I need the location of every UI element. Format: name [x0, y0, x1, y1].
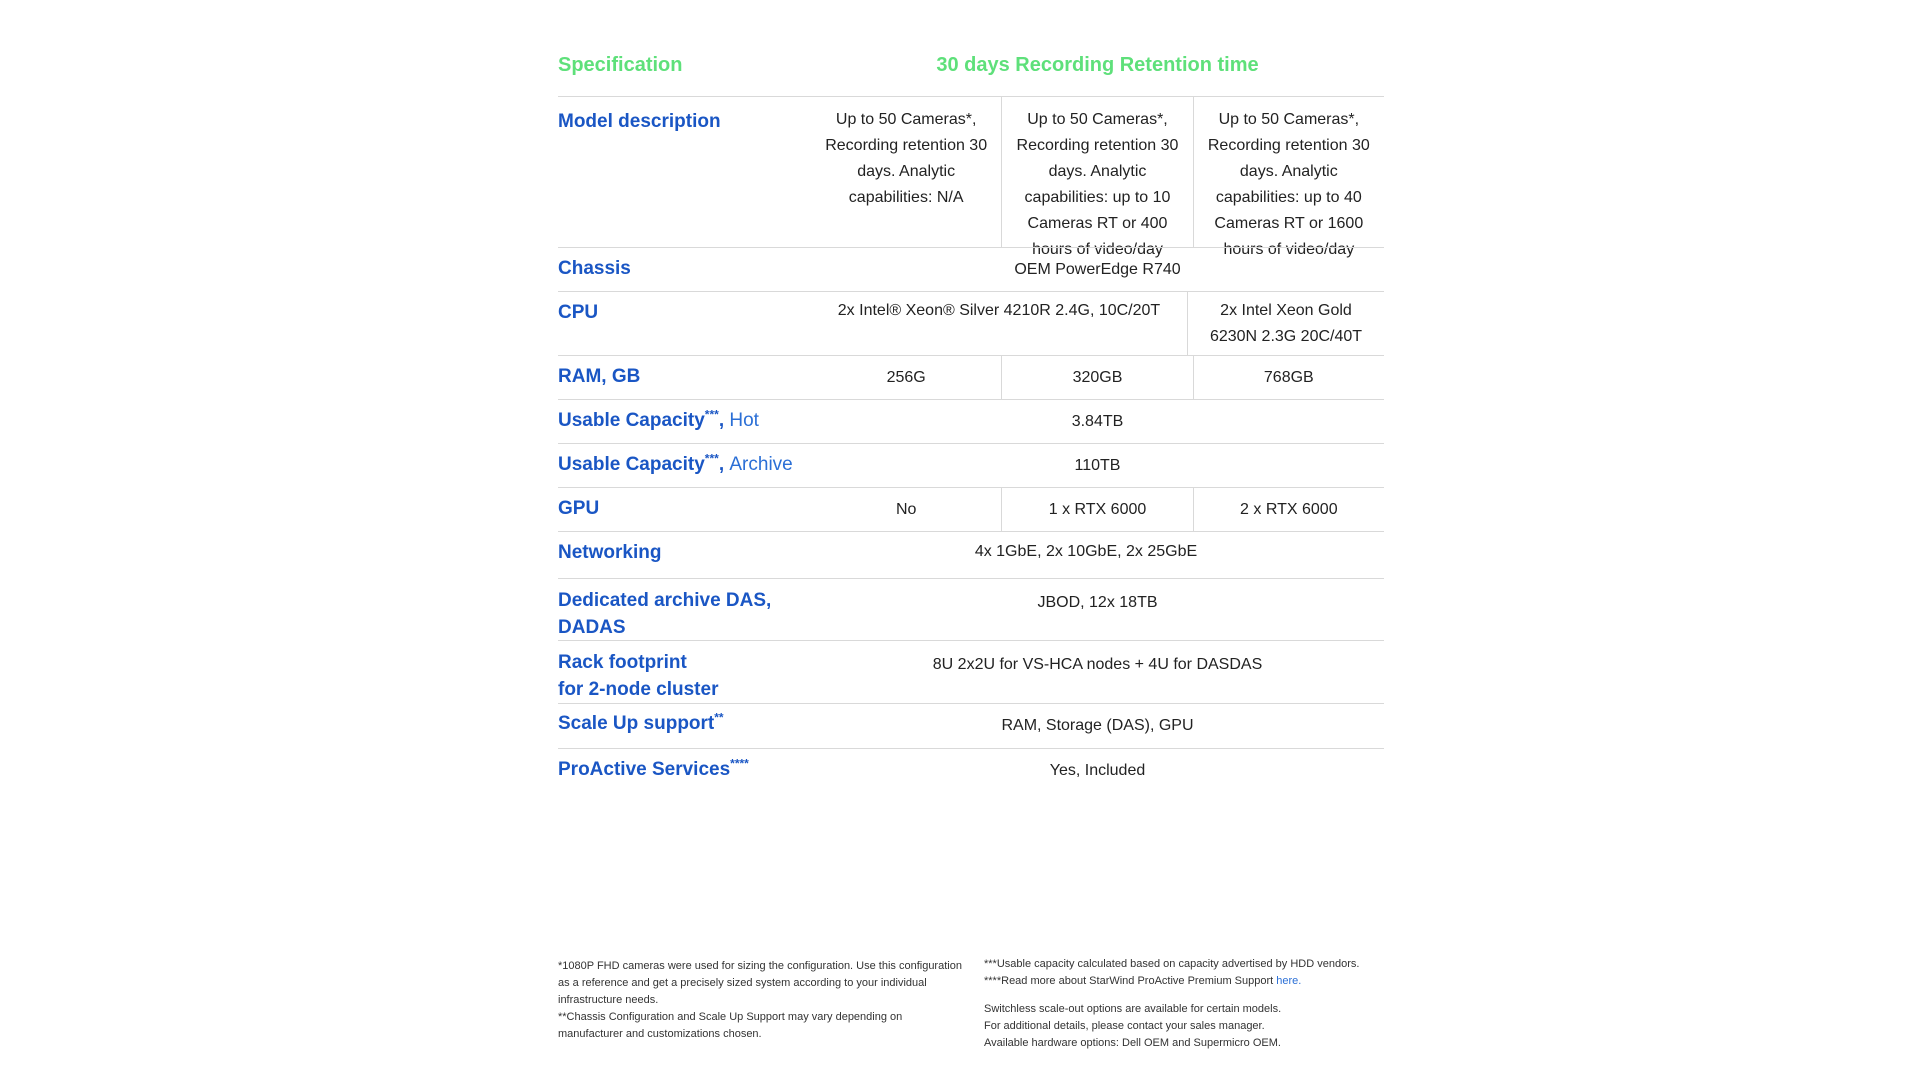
rack-value: 8U 2x2U for VS-HCA nodes + 4U for DASDAS	[932, 656, 1263, 673]
footnote-marker: ***	[704, 451, 719, 466]
table-header	[558, 50, 1384, 96]
row-label	[558, 587, 818, 641]
label-qualifier: Archive	[729, 454, 793, 475]
row-label	[558, 649, 808, 703]
row-label	[558, 710, 808, 737]
footnote-marker: ***	[704, 407, 719, 422]
row-scale-up-support	[558, 703, 1384, 748]
label-text: Usable Capacity	[558, 454, 705, 475]
archive-capacity-value: 110TB	[1074, 456, 1121, 474]
ram-value-1: 256G	[886, 368, 926, 386]
label-qualifier: Hot	[729, 410, 759, 431]
label-text: Usable Capacity	[558, 410, 705, 431]
footnotes-left	[558, 958, 968, 1043]
footnote-chassis: **Chassis Configuration and Scale Up Support may vary depending on manufacturer and customizations chosen.	[558, 1011, 903, 1040]
scaleup-value: RAM, Storage (DAS), GPU	[1001, 717, 1194, 734]
label-line-1: Rack footprint	[558, 652, 687, 673]
footnote-marker: ****	[730, 756, 749, 771]
row-usable-capacity-archive	[558, 443, 1384, 487]
label-text: Scale Up support	[558, 713, 715, 734]
networking-value: 4x 1GbE, 2x 10GbE, 2x 25GbE	[974, 543, 1198, 560]
ram-value-3: 768GB	[1193, 356, 1384, 399]
row-ram	[558, 355, 1384, 399]
row-label	[558, 756, 808, 783]
row-chassis	[558, 247, 1384, 291]
row-usable-capacity-hot	[558, 399, 1384, 443]
proactive-support-link[interactable]: here.	[1276, 975, 1302, 987]
row-label: CPU	[558, 302, 599, 323]
proactive-value: Yes, Included	[1049, 762, 1146, 779]
model-value-2: Up to 50 Cameras*, Recording retention 30 days. Analytic capabilities: up to 10 Cameras RT or 400 hours of video/day	[1001, 97, 1192, 247]
gpu-value-2: 1 x RTX 6000	[1001, 488, 1192, 531]
row-label: RAM, GB	[558, 366, 641, 387]
row-label: Model description	[558, 111, 721, 132]
cpu-value-2: 2x Intel Xeon Gold 6230N 2.3G 20C/40T	[1187, 292, 1384, 355]
note-switchless: Switchless scale-out options are available for certain models.	[984, 1003, 1282, 1015]
spec-table	[558, 50, 1384, 793]
das-value: JBOD, 12x 18TB	[1037, 594, 1158, 611]
label-separator: ,	[718, 410, 730, 431]
label-line-2: DADAS	[558, 617, 626, 638]
row-gpu	[558, 487, 1384, 531]
row-dedicated-archive-das	[558, 578, 1384, 640]
row-proactive-services	[558, 748, 1384, 793]
footnote-proactive-text: ****Read more about StarWind ProActive Premium Support	[984, 975, 1277, 987]
note-contact: For additional details, please contact your sales manager.	[984, 1020, 1265, 1032]
ram-value-2: 320GB	[1001, 356, 1192, 399]
label-line-2: for 2-node cluster	[558, 679, 719, 700]
row-label: Chassis	[558, 258, 631, 279]
label-line-1: Dedicated archive DAS,	[558, 590, 772, 611]
model-value-1: Up to 50 Cameras*, Recording retention 30 days. Analytic capabilities: N/A	[825, 111, 988, 206]
footnotes-right	[984, 956, 1384, 1052]
hot-capacity-value: 3.84TB	[1071, 412, 1124, 430]
row-cpu	[558, 291, 1384, 355]
chassis-value: OEM PowerEdge R740	[1014, 260, 1181, 278]
footnote-capacity: ***Usable capacity calculated based on capacity advertised by HDD vendors.	[984, 958, 1360, 970]
row-rack-footprint	[558, 640, 1384, 703]
label-separator: ,	[718, 454, 730, 475]
note-hardware: Available hardware options: Dell OEM and Supermicro OEM.	[984, 1037, 1281, 1049]
row-model-description	[558, 96, 1384, 258]
row-label: Networking	[558, 542, 662, 563]
footnote-marker: **	[714, 710, 724, 725]
label-text: ProActive Services	[558, 759, 731, 780]
retention-header: 30 days Recording Retention time	[936, 54, 1259, 76]
footnote-proactive	[984, 973, 1384, 990]
footnote-cameras: *1080P FHD cameras were used for sizing the configuration. Use this configuration as a reference and get a precisely sized system according to your individual infrastructure needs.	[558, 960, 962, 1006]
model-value-3: Up to 50 Cameras*, Recording retention 30 days. Analytic capabilities: up to 40 Cameras RT or 1600 hours of video/day	[1193, 97, 1384, 247]
row-label: GPU	[558, 498, 600, 519]
spec-header: Specification	[558, 54, 683, 76]
row-networking	[558, 531, 1384, 578]
gpu-value-3: 2 x RTX 6000	[1193, 488, 1384, 531]
cpu-value-1: 2x Intel® Xeon® Silver 4210R 2.4G, 10C/20T	[837, 302, 1161, 319]
gpu-value-1: No	[895, 500, 917, 518]
